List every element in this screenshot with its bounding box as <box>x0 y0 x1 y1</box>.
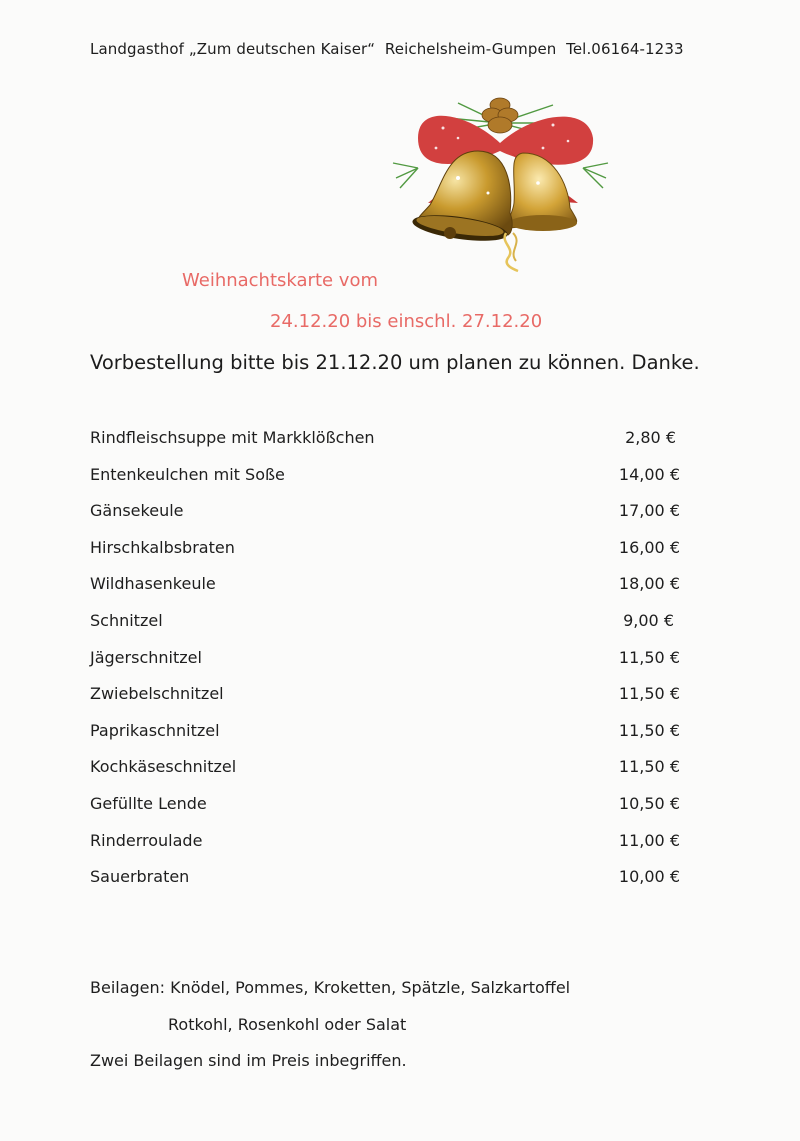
dish-price: 11,50 € <box>618 684 680 704</box>
dish-price: 11,50 € <box>618 720 680 740</box>
menu-item <box>90 611 680 648</box>
dish-price: 17,00 € <box>618 501 680 521</box>
dish-name: Wildhasenkeule <box>90 574 216 594</box>
dish-price: 11,00 € <box>618 830 680 850</box>
dish-name: Kochkäseschnitzel <box>90 757 237 777</box>
dish-price: 9,00 € <box>623 610 674 630</box>
dish-name: Rindfleischsuppe mit Markklößchen <box>90 428 375 447</box>
dish-price: 18,00 € <box>618 574 680 594</box>
side-dishes-line-1: Beilagen: Knödel, Pommes, Kroketten, Spätzle, Salzkartoffel <box>90 978 571 997</box>
dish-name: Sauerbraten <box>90 867 190 887</box>
preorder-note: Vorbestellung bitte bis 21.12.20 um planen zu können. Danke. <box>90 351 700 374</box>
menu-item <box>90 428 680 465</box>
menu-item <box>90 794 680 831</box>
dish-name: Paprikaschnitzel <box>90 720 220 740</box>
menu-item <box>90 867 680 904</box>
menu-item <box>90 648 680 685</box>
menu-item <box>90 574 680 611</box>
menu-item <box>90 538 680 575</box>
dish-price: 11,50 € <box>618 647 680 667</box>
menu-date-range: 24.12.20 bis einschl. 27.12.20 <box>270 311 543 332</box>
menu-item <box>90 757 680 794</box>
menu-item <box>90 721 680 758</box>
dish-name: Gefüllte Lende <box>90 793 207 813</box>
dish-price: 10,50 € <box>618 793 680 813</box>
dish-price: 2,80 € <box>625 428 676 447</box>
dish-name: Jägerschnitzel <box>90 647 202 667</box>
menu-title: Weihnachtskarte vom <box>182 270 378 291</box>
dish-name: Gänsekeule <box>90 501 184 521</box>
sides-included-note: Zwei Beilagen sind im Preis inbegriffen. <box>90 1051 407 1070</box>
dish-price: 11,50 € <box>618 757 680 777</box>
dish-price: 16,00 € <box>618 537 680 557</box>
dish-name: Rinderroulade <box>90 830 203 850</box>
dish-name: Schnitzel <box>90 610 163 630</box>
menu-item <box>90 831 680 868</box>
restaurant-header: Landgasthof „Zum deutschen Kaiser“ Reichelsheim-Gumpen Tel.06164-1233 <box>90 40 684 58</box>
dish-name: Hirschkalbsbraten <box>90 537 235 557</box>
menu-list <box>90 428 680 904</box>
dish-name: Zwiebelschnitzel <box>90 684 224 704</box>
christmas-bells-icon <box>388 93 613 273</box>
dish-price: 10,00 € <box>618 867 680 887</box>
menu-item <box>90 684 680 721</box>
menu-item <box>90 501 680 538</box>
menu-item <box>90 465 680 502</box>
dish-price: 14,00 € <box>618 464 680 484</box>
dish-name: Entenkeulchen mit Soße <box>90 464 285 484</box>
side-dishes-line-2: Rotkohl, Rosenkohl oder Salat <box>168 1015 407 1034</box>
